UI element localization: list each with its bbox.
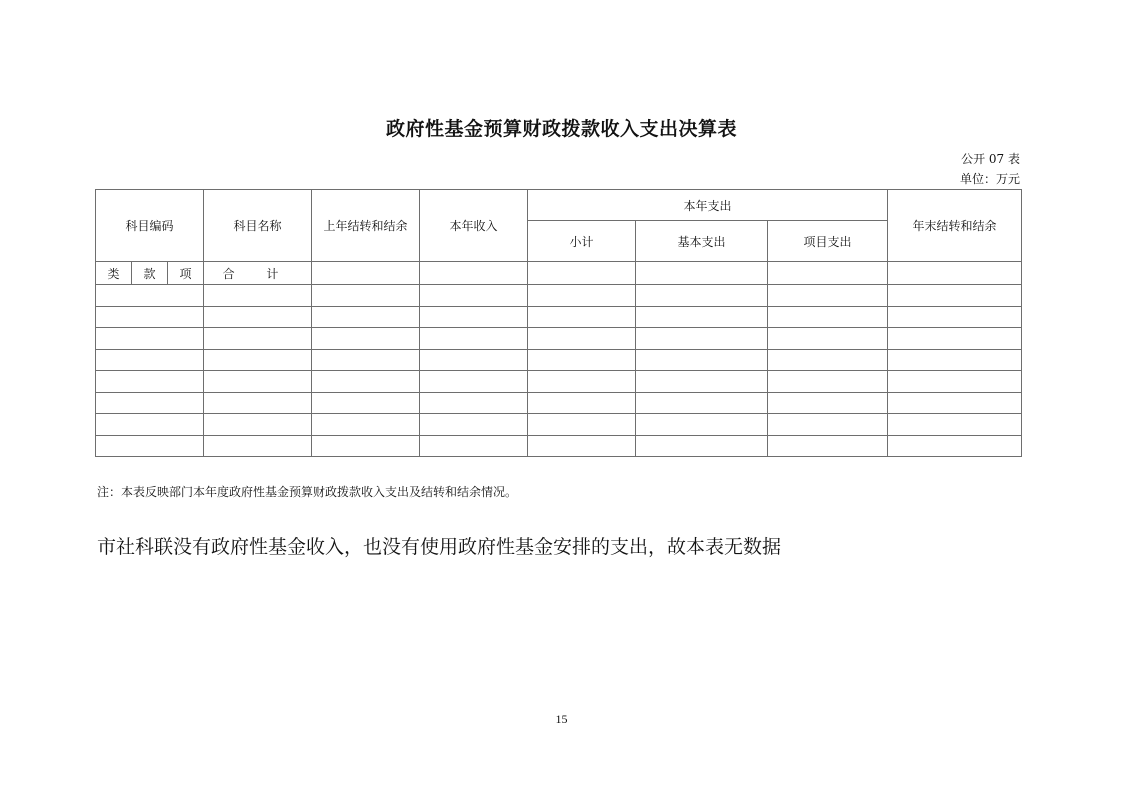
budget-table bbox=[95, 189, 1022, 457]
total-prev-balance bbox=[312, 262, 420, 285]
total-subtotal bbox=[528, 262, 636, 285]
table-row bbox=[96, 328, 1022, 350]
form-number: 公开 07 表 bbox=[961, 152, 1020, 166]
header-expense-group: 本年支出 bbox=[528, 190, 888, 221]
code-part-item: 项 bbox=[167, 262, 203, 284]
total-label: 合 计 bbox=[204, 262, 312, 285]
header-prev-balance: 上年结转和结余 bbox=[312, 190, 420, 262]
table-row bbox=[96, 435, 1022, 457]
no-data-statement: 市社科联没有政府性基金收入，也没有使用政府性基金安排的支出，故本表无数据 bbox=[97, 536, 782, 558]
table-row bbox=[96, 414, 1022, 436]
page-number: 15 bbox=[555, 712, 568, 726]
code-parts-cell bbox=[96, 262, 204, 285]
total-end-balance bbox=[888, 262, 1022, 285]
table-row bbox=[96, 371, 1022, 393]
total-basic bbox=[636, 262, 768, 285]
header-basic: 基本支出 bbox=[636, 221, 768, 262]
header-end-balance: 年末结转和结余 bbox=[888, 190, 1022, 262]
code-part-class: 类 bbox=[107, 266, 120, 281]
header-code: 科目编码 bbox=[96, 190, 204, 262]
table-row bbox=[96, 306, 1022, 328]
header-subtotal: 小计 bbox=[528, 221, 636, 262]
total-income bbox=[420, 262, 528, 285]
table-row bbox=[96, 285, 1022, 307]
table-note: 注：本表反映部门本年度政府性基金预算财政拨款收入支出及结转和结余情况。 bbox=[97, 485, 518, 499]
header-project: 项目支出 bbox=[768, 221, 888, 262]
header-income: 本年收入 bbox=[420, 190, 528, 262]
table-row bbox=[96, 392, 1022, 414]
total-project bbox=[768, 262, 888, 285]
unit-label: 单位：万元 bbox=[959, 172, 1020, 186]
header-name: 科目名称 bbox=[204, 190, 312, 262]
document-title: 政府性基金预算财政拨款收入支出决算表 bbox=[385, 118, 737, 140]
table-row bbox=[96, 349, 1022, 371]
code-part-section: 款 bbox=[131, 262, 167, 284]
